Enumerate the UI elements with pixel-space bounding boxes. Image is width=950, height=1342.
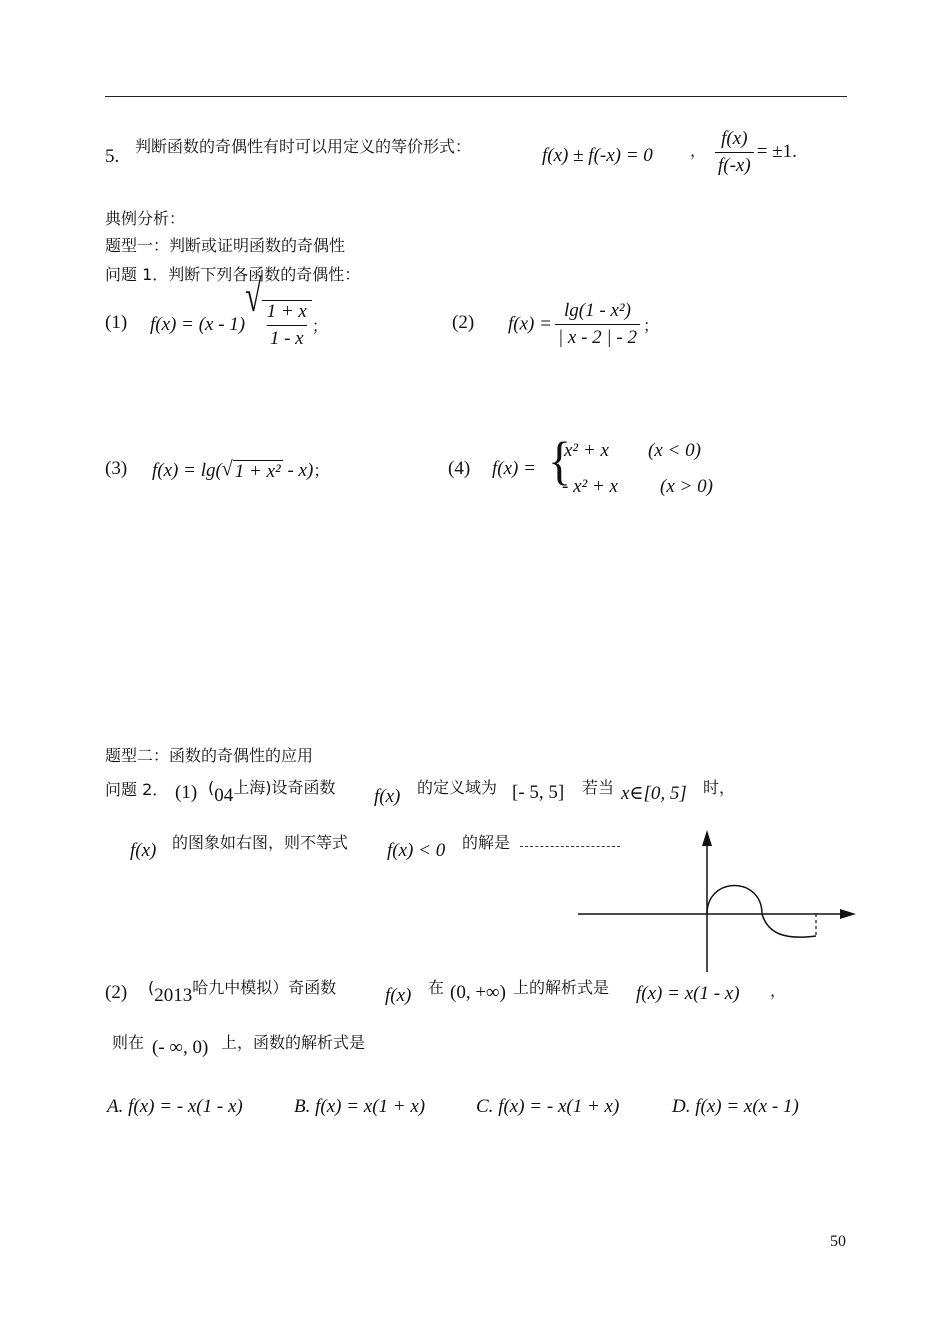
p3-rhs: - x) — [282, 460, 314, 481]
q1-line2-a: 的图象如右图，则不等式 — [172, 833, 349, 852]
p1-end: ； — [311, 316, 328, 336]
q1-source-place: 上海) — [233, 778, 272, 797]
item5-text: 判断函数的奇偶性有时可以用定义的等价形式： — [135, 137, 472, 156]
p2-label: (2) — [452, 312, 475, 333]
x-axis-arrow — [840, 909, 856, 919]
p3-lhs: f(x) = lg( — [152, 460, 222, 481]
option-d-letter: D. — [672, 1096, 691, 1117]
option-b-letter: B. — [294, 1096, 311, 1117]
q1-domain: [- 5, 5] — [512, 782, 565, 803]
q2-source-open: ( — [148, 978, 155, 997]
option-a[interactable] — [107, 1096, 243, 1118]
p1-rad-den: 1 - x — [267, 325, 307, 350]
q1-label: (1) — [175, 782, 198, 803]
q2-source-text: 哈九中模拟）奇函数 — [192, 978, 337, 997]
type1-title: 题型一：判断或证明函数的奇偶性 — [105, 236, 346, 255]
function-graph — [570, 826, 860, 976]
q2-text-b: 上的解析式是 — [513, 978, 610, 997]
option-b-expr: f(x) = x(1 + x) — [315, 1096, 426, 1117]
q2-line2-b: 上，函数的解析式是 — [221, 1033, 366, 1052]
item5-frac-den: f(-x) — [715, 152, 754, 177]
curve-positive-arc — [707, 886, 762, 915]
q2-source — [148, 975, 337, 1006]
p1-label: (1) — [105, 312, 128, 333]
option-a-expr: f(x) = - x(1 - x) — [128, 1096, 243, 1117]
q1-text-d: 时， — [703, 778, 736, 797]
curve-negative-arc — [762, 914, 816, 937]
q1-line2-b: 的解是 — [462, 833, 511, 852]
item5-fraction — [712, 128, 797, 177]
item5-formula-a: f(x) ± f(-x) = 0 — [542, 145, 653, 166]
p1-radical: √ — [245, 272, 262, 322]
p4-brace: { — [548, 432, 572, 491]
p2-lhs: f(x) = — [508, 313, 552, 335]
type2-title: 题型二：函数的奇偶性的应用 — [105, 746, 314, 765]
q1-cond: x∈[0, 5] — [621, 783, 687, 804]
p4-label: (4) — [448, 458, 471, 479]
q2-line2-a: 则在 — [112, 1033, 145, 1052]
option-d[interactable] — [672, 1096, 799, 1118]
q1-source-open: ( — [208, 778, 215, 797]
q2-source-year: 2013 — [154, 985, 193, 1006]
q1-text-a: 设奇函数 — [271, 778, 336, 797]
p4-cond1: (x < 0) — [648, 440, 701, 461]
option-b[interactable] — [294, 1096, 425, 1118]
p1-lhs: f(x) = (x - 1) — [150, 314, 246, 335]
section-examples: 典例分析： — [105, 209, 186, 228]
q1-fx: f(x) — [374, 786, 401, 807]
p3-label: (3) — [105, 458, 128, 479]
p4-lhs: f(x) = — [492, 458, 536, 479]
q2-expr: f(x) = x(1 - x) — [636, 983, 740, 1004]
q1-text-b: 的定义域为 — [417, 778, 498, 797]
option-d-expr: f(x) = x(x - 1) — [695, 1096, 799, 1117]
option-c-letter: C. — [476, 1096, 494, 1117]
q2-label: (2) — [105, 982, 128, 1003]
p3-formula — [152, 458, 329, 483]
item5-dot: . — [792, 140, 797, 162]
p1-rad-num: 1 + x — [266, 301, 307, 322]
q2-comma: ， — [770, 981, 787, 1000]
item5-frac-rhs: = ±1 — [756, 140, 793, 162]
item5-comma: ， — [690, 141, 707, 160]
p2-formula — [508, 300, 659, 349]
q1-source-year: 04 — [214, 785, 234, 806]
option-a-letter: A. — [107, 1096, 124, 1117]
p2-den: | x - 2 | - 2 — [555, 324, 640, 349]
header-rule — [105, 96, 847, 97]
y-axis-arrow — [702, 830, 712, 846]
option-c[interactable] — [476, 1096, 619, 1118]
p4-cond2: (x > 0) — [660, 476, 713, 497]
problem2-label: 问题 2． — [105, 780, 169, 799]
q2-fx: f(x) — [385, 985, 412, 1006]
p3-radical: √ — [221, 457, 233, 482]
q1-text-c: 若当 — [582, 778, 615, 797]
item5-frac-num: f(x) — [721, 128, 748, 149]
p3-rad: 1 + x² — [234, 461, 281, 483]
q1-line2-fx: f(x) — [130, 840, 157, 861]
p4-case2: - x² + x — [562, 476, 618, 497]
page-number: 50 — [830, 1233, 846, 1250]
p2-end: ； — [642, 316, 659, 335]
p1-formula — [150, 272, 328, 350]
q2-interval: (0, +∞) — [450, 982, 506, 1003]
q2-text-a: 在 — [428, 978, 445, 997]
q2-interval2: (- ∞, 0) — [152, 1037, 209, 1058]
p2-num: lg(1 - x²) — [564, 300, 631, 321]
problem1-heading: 问题 1．判断下列各函数的奇偶性： — [105, 265, 361, 284]
q1-source — [208, 775, 336, 806]
p3-end: ； — [313, 461, 330, 480]
q1-ineq: f(x) < 0 — [387, 840, 446, 861]
p4-case1: x² + x — [564, 440, 609, 461]
item5-number: 5. — [105, 146, 120, 167]
option-c-expr: f(x) = - x(1 + x) — [498, 1096, 620, 1117]
